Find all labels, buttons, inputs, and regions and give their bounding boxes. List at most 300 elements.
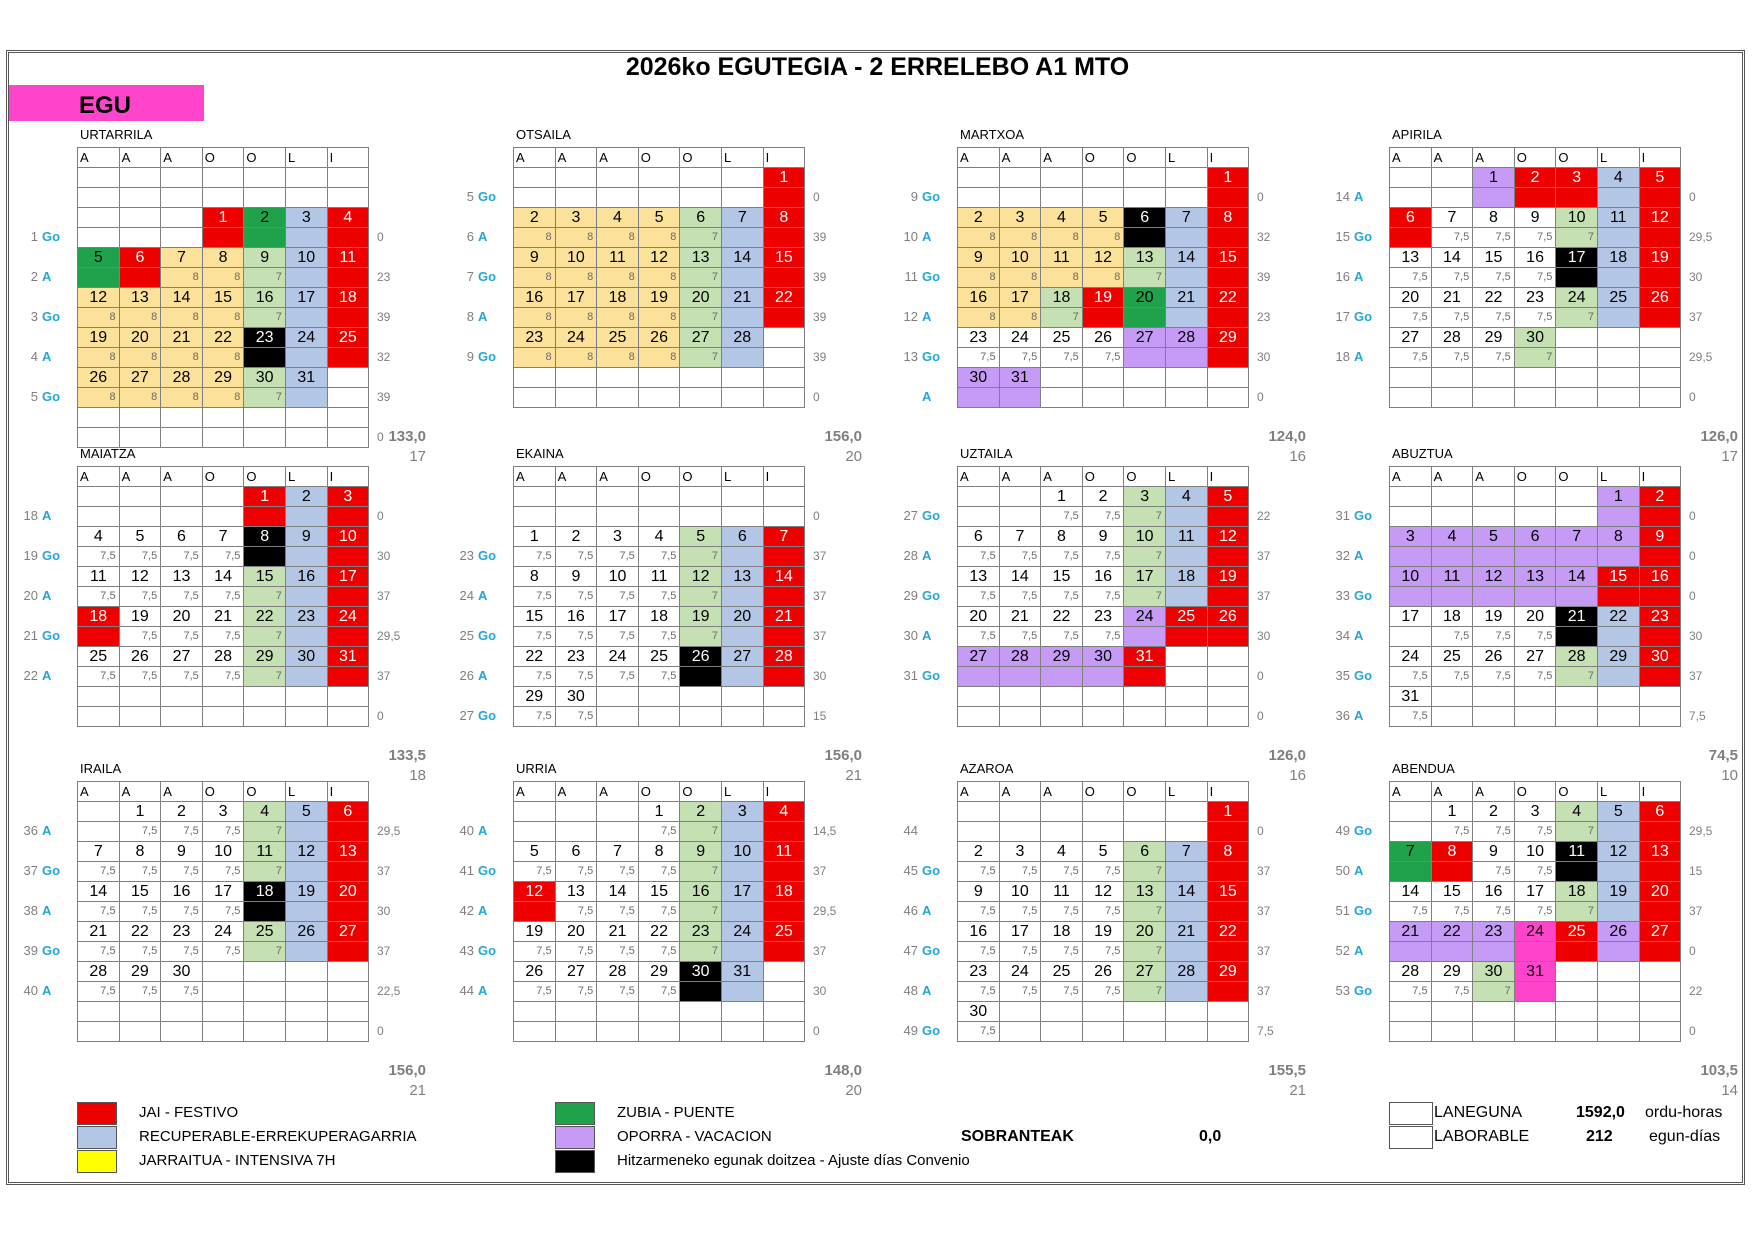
week-label	[1330, 981, 1382, 1001]
weekday-header: L	[721, 782, 763, 802]
hours-cell	[1207, 942, 1249, 962]
hours-cell: 8	[202, 268, 244, 288]
hours-cell	[1165, 348, 1207, 368]
hours-cell	[680, 507, 722, 527]
hours-cell	[763, 268, 805, 288]
hours-cell	[1514, 507, 1556, 527]
day-cell	[285, 687, 327, 707]
shift-type: A	[1354, 189, 1364, 204]
day-cell: 19	[119, 607, 161, 627]
day-cell: 25	[244, 922, 286, 942]
week-hours-sum: 23	[1257, 310, 1271, 324]
week-hours-sum: 37	[1257, 904, 1271, 918]
day-cell: 15	[1431, 882, 1473, 902]
hours-cell	[327, 228, 369, 248]
day-cell: 18	[1597, 248, 1639, 268]
week-hours-sum: 37	[813, 549, 827, 563]
hours-cell: 7,5	[1473, 627, 1515, 647]
weekday-header: O	[244, 148, 286, 168]
day-cell	[680, 368, 722, 388]
hours-cell	[1639, 862, 1681, 882]
hours-cell	[763, 862, 805, 882]
week-label	[898, 821, 950, 841]
day-cell: 15	[763, 248, 805, 268]
week-number: 5	[30, 389, 38, 404]
shift-type: A	[42, 508, 52, 523]
hours-cell	[1597, 667, 1639, 687]
hours-cell: 7,5	[202, 902, 244, 922]
day-cell: 15	[638, 882, 680, 902]
day-cell: 25	[638, 647, 680, 667]
day-cell: 15	[202, 288, 244, 308]
day-cell: 20	[161, 607, 203, 627]
hours-cell	[1556, 348, 1598, 368]
week-hours-sum: 22	[1689, 984, 1703, 998]
weekday-header: A	[597, 782, 639, 802]
shift-type: Go	[42, 548, 61, 563]
day-cell	[763, 962, 805, 982]
shift-type: A	[42, 823, 52, 838]
week-label	[454, 307, 506, 327]
day-cell: 6	[958, 527, 1000, 547]
week-label	[454, 387, 506, 407]
hours-cell	[1082, 1022, 1124, 1042]
week-number: 2	[30, 269, 38, 284]
day-cell: 6	[327, 802, 369, 822]
weekday-header: L	[721, 148, 763, 168]
day-cell	[78, 802, 120, 822]
hours-cell	[638, 388, 680, 408]
shift-type: A	[478, 588, 488, 603]
hours-cell	[514, 1022, 556, 1042]
hours-cell: 7,5	[1431, 627, 1473, 647]
week-label	[1330, 821, 1382, 841]
day-cell	[202, 408, 244, 428]
hours-cell	[1639, 982, 1681, 1002]
day-cell	[1597, 1002, 1639, 1022]
week-number: 7	[466, 269, 474, 284]
day-cell	[78, 487, 120, 507]
hours-cell	[1124, 707, 1166, 727]
weekday-header: A	[1041, 467, 1083, 487]
month-total-hours: 74,5	[1708, 747, 1738, 764]
day-cell	[638, 1002, 680, 1022]
hours-cell: 7,5	[514, 942, 556, 962]
day-cell: 24	[327, 607, 369, 627]
hours-cell: 7,5	[555, 982, 597, 1002]
hours-cell	[999, 1022, 1041, 1042]
week-hours-sum: 37	[813, 944, 827, 958]
shift-type: A	[42, 903, 52, 918]
day-cell: 5	[638, 208, 680, 228]
week-label	[18, 861, 70, 881]
week-label	[454, 1021, 506, 1041]
hours-cell	[1597, 228, 1639, 248]
hours-cell	[1041, 822, 1083, 842]
day-cell: 19	[78, 328, 120, 348]
weekday-header: O	[680, 782, 722, 802]
day-cell	[1473, 487, 1515, 507]
month-working-days: 21	[845, 767, 862, 784]
month-total-hours: 126,0	[1700, 428, 1738, 445]
hours-cell	[1597, 627, 1639, 647]
day-cell: 4	[1431, 527, 1473, 547]
hours-cell	[597, 507, 639, 527]
day-cell: 25	[1431, 647, 1473, 667]
day-cell: 24	[999, 328, 1041, 348]
day-cell: 5	[1597, 802, 1639, 822]
hours-cell: 8	[161, 348, 203, 368]
day-cell: 20	[1639, 882, 1681, 902]
day-cell	[555, 1002, 597, 1022]
hours-cell: 7,5	[161, 902, 203, 922]
day-cell: 2	[285, 487, 327, 507]
day-cell: 18	[1556, 882, 1598, 902]
day-cell: 17	[327, 567, 369, 587]
hours-cell: 7,5	[999, 902, 1041, 922]
week-label	[1330, 347, 1382, 367]
day-cell: 19	[1082, 922, 1124, 942]
day-cell	[638, 168, 680, 188]
hours-cell: 7	[680, 822, 722, 842]
hours-cell	[1165, 822, 1207, 842]
week-label	[18, 981, 70, 1001]
hours-cell: 7,5	[999, 587, 1041, 607]
day-cell	[597, 802, 639, 822]
day-cell: 11	[638, 567, 680, 587]
week-hours-sum: 0	[377, 230, 384, 244]
day-cell: 14	[763, 567, 805, 587]
day-cell	[958, 168, 1000, 188]
day-cell: 16	[555, 607, 597, 627]
week-hours-sum: 0	[1689, 1024, 1696, 1038]
hours-cell	[327, 667, 369, 687]
hours-cell	[1431, 388, 1473, 408]
hours-cell	[1639, 587, 1681, 607]
week-number: 40	[459, 823, 474, 838]
day-cell: 6	[1124, 842, 1166, 862]
day-cell: 13	[1390, 248, 1432, 268]
week-label	[454, 941, 506, 961]
day-cell: 16	[244, 288, 286, 308]
hours-cell	[958, 188, 1000, 208]
week-number: 6	[466, 229, 474, 244]
hours-cell: 7,5	[202, 547, 244, 567]
hours-cell	[680, 388, 722, 408]
day-cell: 9	[1514, 208, 1556, 228]
hours-cell	[763, 822, 805, 842]
day-cell: 13	[161, 567, 203, 587]
hours-cell	[1431, 507, 1473, 527]
week-hours-sum: 0	[1689, 190, 1696, 204]
hours-cell	[597, 822, 639, 842]
day-cell	[161, 487, 203, 507]
weekday-header: I	[327, 148, 369, 168]
shift-type: Go	[478, 863, 497, 878]
day-cell	[1082, 168, 1124, 188]
day-cell: 24	[1124, 607, 1166, 627]
week-number: 29	[903, 588, 918, 603]
hours-cell	[514, 188, 556, 208]
month-name: MARTXOA	[960, 127, 1025, 142]
shift-type: A	[478, 668, 488, 683]
day-cell: 25	[1165, 607, 1207, 627]
hours-cell	[763, 308, 805, 328]
hours-cell	[958, 507, 1000, 527]
day-cell: 12	[1082, 882, 1124, 902]
shift-type: Go	[1354, 823, 1373, 838]
hours-cell	[1082, 188, 1124, 208]
shift-type: Go	[922, 1023, 941, 1038]
day-cell	[721, 487, 763, 507]
hours-cell	[202, 188, 244, 208]
hours-cell: 7,5	[1390, 902, 1432, 922]
hours-cell	[202, 1022, 244, 1042]
week-hours-sum: 37	[1257, 944, 1271, 958]
hours-cell: 7,5	[78, 862, 120, 882]
week-hours-sum: 37	[1257, 984, 1271, 998]
month-grid	[957, 781, 1249, 1042]
day-cell	[1041, 687, 1083, 707]
day-cell	[1431, 1002, 1473, 1022]
weekday-header: I	[327, 467, 369, 487]
hours-cell	[119, 188, 161, 208]
hours-cell	[721, 862, 763, 882]
day-cell: 13	[327, 842, 369, 862]
day-cell	[1124, 687, 1166, 707]
hours-cell: 7,5	[1041, 902, 1083, 922]
day-cell	[327, 687, 369, 707]
day-cell: 25	[1597, 288, 1639, 308]
hours-cell: 8	[1082, 228, 1124, 248]
legend-vacacion: OPORRA - VACACION	[617, 1128, 772, 1145]
day-cell: 28	[161, 368, 203, 388]
day-cell	[680, 487, 722, 507]
hours-cell	[1390, 547, 1432, 567]
day-cell: 30	[161, 962, 203, 982]
week-hours-sum: 0	[377, 1024, 384, 1038]
day-cell	[161, 408, 203, 428]
day-cell	[763, 687, 805, 707]
hours-cell: 8	[597, 308, 639, 328]
hours-cell	[1597, 308, 1639, 328]
hours-cell	[285, 587, 327, 607]
day-cell: 3	[1556, 168, 1598, 188]
day-cell	[638, 687, 680, 707]
hours-cell: 7,5	[638, 822, 680, 842]
day-cell: 1	[514, 527, 556, 547]
hours-cell	[119, 507, 161, 527]
day-cell: 14	[161, 288, 203, 308]
day-cell	[1556, 962, 1598, 982]
week-label	[18, 546, 70, 566]
day-cell: 10	[999, 248, 1041, 268]
day-cell: 27	[721, 647, 763, 667]
day-cell	[327, 1002, 369, 1022]
week-label	[1330, 861, 1382, 881]
hours-cell	[285, 428, 327, 448]
day-cell: 2	[1082, 487, 1124, 507]
day-cell: 10	[285, 248, 327, 268]
week-label	[18, 267, 70, 287]
day-cell: 14	[1390, 882, 1432, 902]
hours-cell	[1082, 667, 1124, 687]
hours-cell	[1041, 388, 1083, 408]
weekday-header: A	[555, 148, 597, 168]
hours-cell: 7	[680, 268, 722, 288]
week-number: 39	[23, 943, 38, 958]
week-number: 40	[23, 983, 38, 998]
month-name: ABENDUA	[1392, 761, 1455, 776]
day-cell: 4	[638, 527, 680, 547]
day-cell: 1	[1473, 168, 1515, 188]
hours-cell: 8	[597, 228, 639, 248]
hours-cell: 7,5	[555, 587, 597, 607]
hours-cell: 7,5	[1390, 268, 1432, 288]
shift-type: Go	[1354, 668, 1373, 683]
hours-cell	[244, 982, 286, 1002]
month-grid	[77, 147, 369, 448]
day-cell: 8	[1041, 527, 1083, 547]
hours-cell	[721, 348, 763, 368]
month-grid	[513, 147, 805, 408]
shift-type: Go	[478, 189, 497, 204]
day-cell: 9	[958, 248, 1000, 268]
hours-cell	[1597, 268, 1639, 288]
hours-cell: 7,5	[1473, 348, 1515, 368]
hours-cell: 7,5	[1473, 308, 1515, 328]
day-cell: 17	[999, 288, 1041, 308]
day-cell: 7	[161, 248, 203, 268]
day-cell: 3	[1514, 802, 1556, 822]
hours-cell	[680, 1022, 722, 1042]
day-cell	[1639, 368, 1681, 388]
hours-cell	[1124, 1022, 1166, 1042]
hours-cell: 8	[597, 348, 639, 368]
week-label	[18, 666, 70, 686]
hours-cell	[1041, 188, 1083, 208]
hours-cell: 7,5	[514, 587, 556, 607]
hours-cell	[597, 188, 639, 208]
day-cell: 15	[1597, 567, 1639, 587]
week-hours-sum: 29,5	[1689, 350, 1713, 364]
hours-cell: 7,5	[161, 667, 203, 687]
hours-cell	[327, 348, 369, 368]
hours-cell: 7,5	[78, 587, 120, 607]
day-cell: 26	[1473, 647, 1515, 667]
day-cell: 11	[1041, 882, 1083, 902]
shift-type: Go	[922, 588, 941, 603]
hours-cell	[1597, 707, 1639, 727]
day-cell: 17	[555, 288, 597, 308]
day-cell: 6	[1390, 208, 1432, 228]
hours-cell	[1556, 388, 1598, 408]
shift-type: Go	[922, 508, 941, 523]
week-label	[898, 187, 950, 207]
week-label	[898, 901, 950, 921]
shift-type: A	[1354, 349, 1364, 364]
day-cell	[1556, 487, 1598, 507]
day-cell: 23	[514, 328, 556, 348]
hours-cell: 7,5	[1041, 627, 1083, 647]
hours-cell	[999, 188, 1041, 208]
day-cell	[327, 368, 369, 388]
hours-cell: 8	[555, 268, 597, 288]
hours-cell: 7,5	[1431, 822, 1473, 842]
day-cell: 20	[680, 288, 722, 308]
day-cell: 11	[244, 842, 286, 862]
day-cell: 22	[1207, 922, 1249, 942]
day-cell: 20	[555, 922, 597, 942]
hours-cell: 7	[1473, 982, 1515, 1002]
month-name: IRAILA	[80, 761, 122, 776]
week-label	[898, 1021, 950, 1041]
hours-cell	[1556, 627, 1598, 647]
hours-cell: 7,5	[1041, 587, 1083, 607]
hours-cell	[327, 822, 369, 842]
hours-cell: 7	[1124, 902, 1166, 922]
hours-cell	[1165, 627, 1207, 647]
week-label	[454, 666, 506, 686]
day-cell: 16	[1639, 567, 1681, 587]
week-label	[898, 267, 950, 287]
day-cell: 3	[555, 208, 597, 228]
day-cell: 3	[327, 487, 369, 507]
hours-cell	[1597, 348, 1639, 368]
hours-cell: 7	[244, 822, 286, 842]
hours-cell: 8	[119, 388, 161, 408]
week-hours-sum: 0	[1257, 190, 1264, 204]
week-label	[1330, 901, 1382, 921]
day-cell: 17	[999, 922, 1041, 942]
week-number: 25	[459, 628, 474, 643]
hours-cell: 7,5	[119, 822, 161, 842]
day-cell	[597, 687, 639, 707]
weekday-header: A	[1473, 467, 1515, 487]
week-hours-sum: 0	[1257, 709, 1264, 723]
weekday-header: A	[597, 467, 639, 487]
week-number: 9	[910, 189, 918, 204]
hours-cell	[119, 428, 161, 448]
hours-cell	[244, 507, 286, 527]
hours-cell	[763, 667, 805, 687]
week-label	[18, 187, 70, 207]
hours-cell	[1597, 862, 1639, 882]
day-cell: 1	[1041, 487, 1083, 507]
weekday-header: O	[202, 782, 244, 802]
week-label	[1330, 267, 1382, 287]
day-cell: 29	[1207, 328, 1249, 348]
shift-type: Go	[478, 349, 497, 364]
shift-type: Go	[478, 628, 497, 643]
hours-cell	[1473, 188, 1515, 208]
day-cell: 23	[680, 922, 722, 942]
hours-cell	[1390, 228, 1432, 248]
hours-cell	[721, 388, 763, 408]
hours-cell	[1207, 547, 1249, 567]
hours-cell	[1207, 388, 1249, 408]
day-cell: 21	[721, 288, 763, 308]
day-cell	[119, 408, 161, 428]
month-total-hours: 124,0	[1268, 428, 1306, 445]
hours-cell	[958, 388, 1000, 408]
shift-type: Go	[478, 269, 497, 284]
hours-cell	[555, 1022, 597, 1042]
hours-cell	[1165, 862, 1207, 882]
hours-cell: 7	[244, 667, 286, 687]
day-cell: 7	[1431, 208, 1473, 228]
hours-cell: 8	[119, 308, 161, 328]
